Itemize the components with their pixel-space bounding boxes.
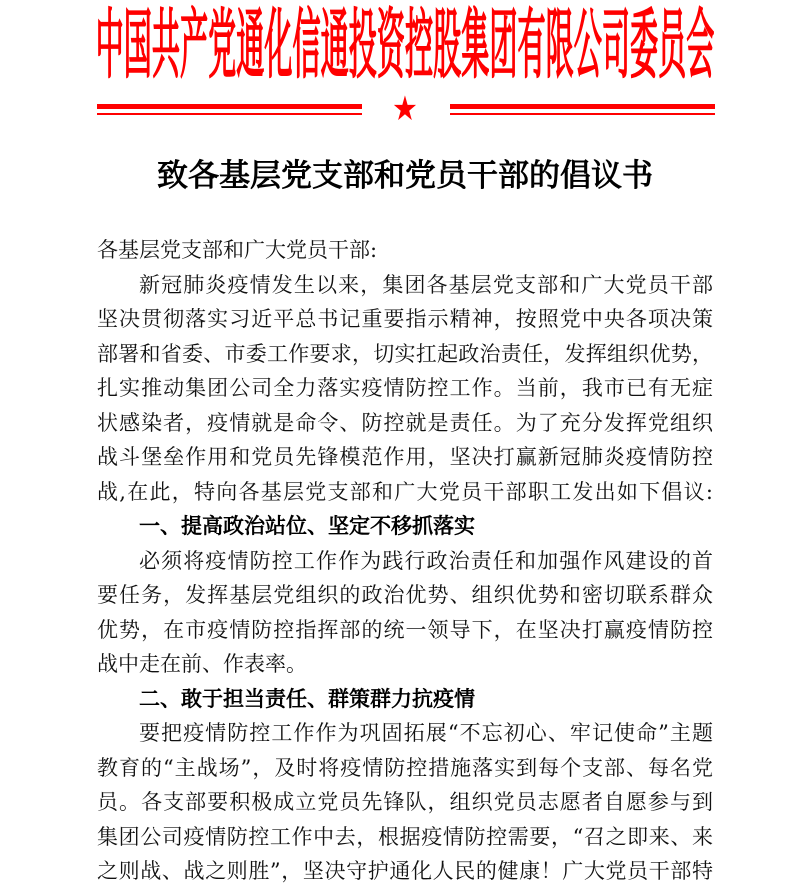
paragraph-line: 优势，在市疫情防控指挥部的统一领导下，在坚决打赢疫情防控 <box>97 617 713 642</box>
salutation: 各基层党支部和广大党员干部: <box>97 238 378 262</box>
red-star-icon: ★ <box>392 89 418 129</box>
paragraph-line: 要把疫情防控工作作为巩固拓展“不忘初心、牢记使命”主题 <box>139 721 713 745</box>
divider-rule-left <box>97 104 362 115</box>
paragraph-line: 扎实推动集团公司全力落实疫情防控工作。当前，我市已有无症 <box>97 376 713 400</box>
paragraph-line: 集团公司疫情防控工作中去，根据疫情防控需要，“召之即来、来 <box>97 824 713 849</box>
paragraph-line: 必须将疫情防控工作作为践行政治责任和加强作风建设的首 <box>139 548 713 573</box>
letterhead-org-title: 中国共产党通化信通投资控股集团有限公司委员会 <box>95 0 715 89</box>
paragraph-line: 新冠肺炎疫情发生以来，集团各基层党支部和广大党员干部 <box>139 272 713 297</box>
paragraph-line: 之则战、战之则胜”，坚决守护通化人民的健康！广大党员干部特 <box>97 859 713 883</box>
paragraph-line: 坚决贯彻落实习近平总书记重要指示精神，按照党中央各项决策 <box>97 307 713 331</box>
paragraph-line: 战中走在前、作表率。 <box>97 652 307 676</box>
paragraph-line: 教育的“主战场”，及时将疫情防控措施落实到每个支部、每名党 <box>97 755 713 780</box>
section-heading: 二、敢于担当责任、群策群力抗疫情 <box>139 686 475 711</box>
document-body <box>97 233 713 889</box>
divider-rule-right <box>450 104 715 115</box>
paragraph-line: 战斗堡垒作用和党员先锋模范作用，坚决打赢新冠肺炎疫情防控 <box>97 445 713 469</box>
paragraph-line: 状感染者，疫情就是命令、防控就是责任。为了充分发挥党组织 <box>97 410 713 435</box>
document-title: 致各基层党支部和党员干部的倡议书 <box>157 158 653 194</box>
section-heading: 一、提高政治站位、坚定不移抓落实 <box>139 514 475 538</box>
paragraph-line: 要任务，发挥基层党组织的政治优势、组织优势和密切联系群众 <box>97 583 713 607</box>
paragraph-line: 战,在此，特向各基层党支部和广大党员干部职工发出如下倡议: <box>97 479 713 504</box>
paragraph-line: 员。各支部要积极成立党员先锋队，组织党员志愿者自愿参与到 <box>97 790 713 814</box>
paragraph-line: 部署和省委、市委工作要求，切实扛起政治责任，发挥组织优势， <box>97 341 713 366</box>
